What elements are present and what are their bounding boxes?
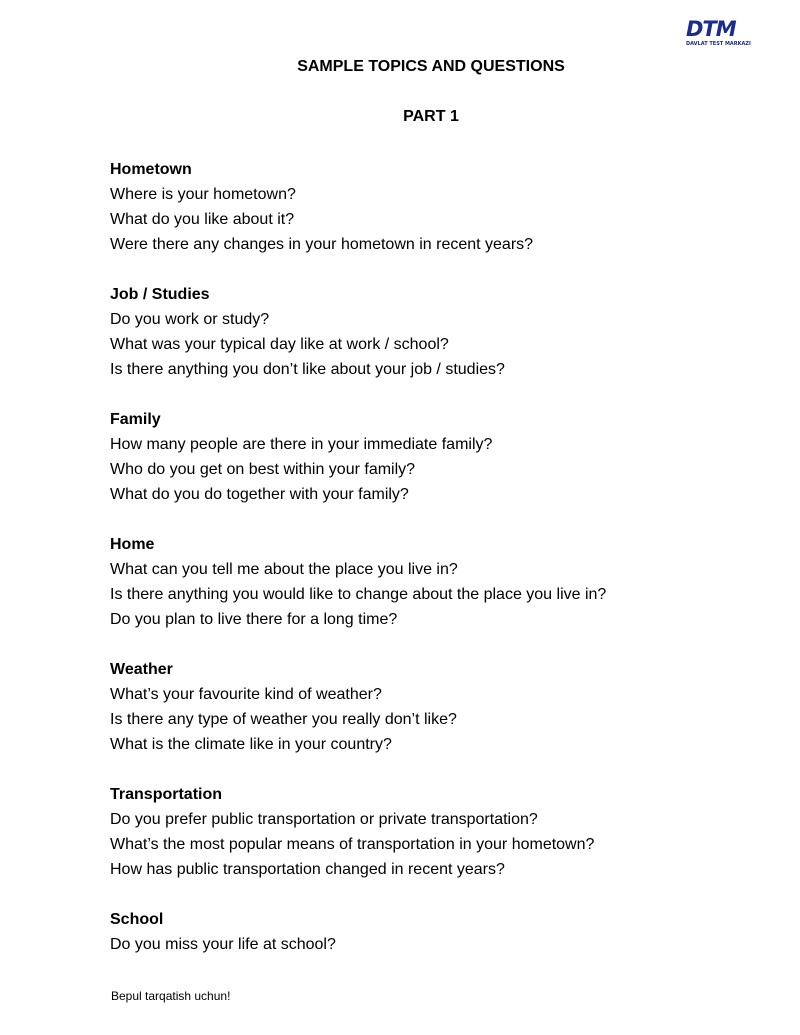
section-heading: Family [110, 411, 161, 428]
dtm-logo [686, 17, 751, 51]
section-transportation [110, 782, 670, 882]
logo-subtitle: DAVLAT TEST MARKAZI [686, 41, 751, 47]
logo-mark: DTM [686, 17, 736, 41]
question: How has public transportation changed in recent years? [110, 861, 505, 878]
question: What was your typical day like at work / school? [110, 336, 449, 353]
section-job-studies [110, 282, 670, 382]
question: What do you like about it? [110, 211, 295, 228]
section-heading: Home [110, 536, 155, 553]
section-hometown [110, 157, 670, 257]
question: What’s the most popular means of transportation in your hometown? [110, 836, 595, 853]
question: What’s your favourite kind of weather? [110, 686, 382, 703]
section-family [110, 407, 670, 507]
section-home [110, 532, 670, 632]
question: Where is your hometown? [110, 186, 296, 203]
section-heading: Job / Studies [110, 286, 210, 303]
question: What can you tell me about the place you live in? [110, 561, 458, 578]
section-heading: Weather [110, 661, 173, 678]
question: Is there anything you would like to change about the place you live in? [110, 586, 607, 603]
section-weather [110, 657, 670, 757]
question: What do you do together with your family? [110, 486, 409, 503]
section-heading: Transportation [110, 786, 223, 803]
question: Do you miss your life at school? [110, 936, 336, 953]
section-heading: School [110, 911, 164, 928]
question: Is there anything you don’t like about your job / studies? [110, 361, 505, 378]
question: Who do you get on best within your family? [110, 461, 416, 478]
footer-note: Bepul tarqatish uchun! [111, 989, 231, 1003]
question: Do you prefer public transportation or private transportation? [110, 811, 538, 828]
section-school [110, 907, 670, 957]
question: Is there any type of weather you really don’t like? [110, 711, 457, 728]
question: How many people are there in your immediate family? [110, 436, 493, 453]
question: Do you plan to live there for a long time? [110, 611, 398, 628]
question: Do you work or study? [110, 311, 270, 328]
part-heading: PART 1 [403, 108, 459, 125]
section-heading: Hometown [110, 161, 192, 178]
question: What is the climate like in your country? [110, 736, 392, 753]
topics-list [110, 157, 670, 982]
question: Were there any changes in your hometown in recent years? [110, 236, 534, 253]
document-title: SAMPLE TOPICS AND QUESTIONS [297, 58, 565, 75]
